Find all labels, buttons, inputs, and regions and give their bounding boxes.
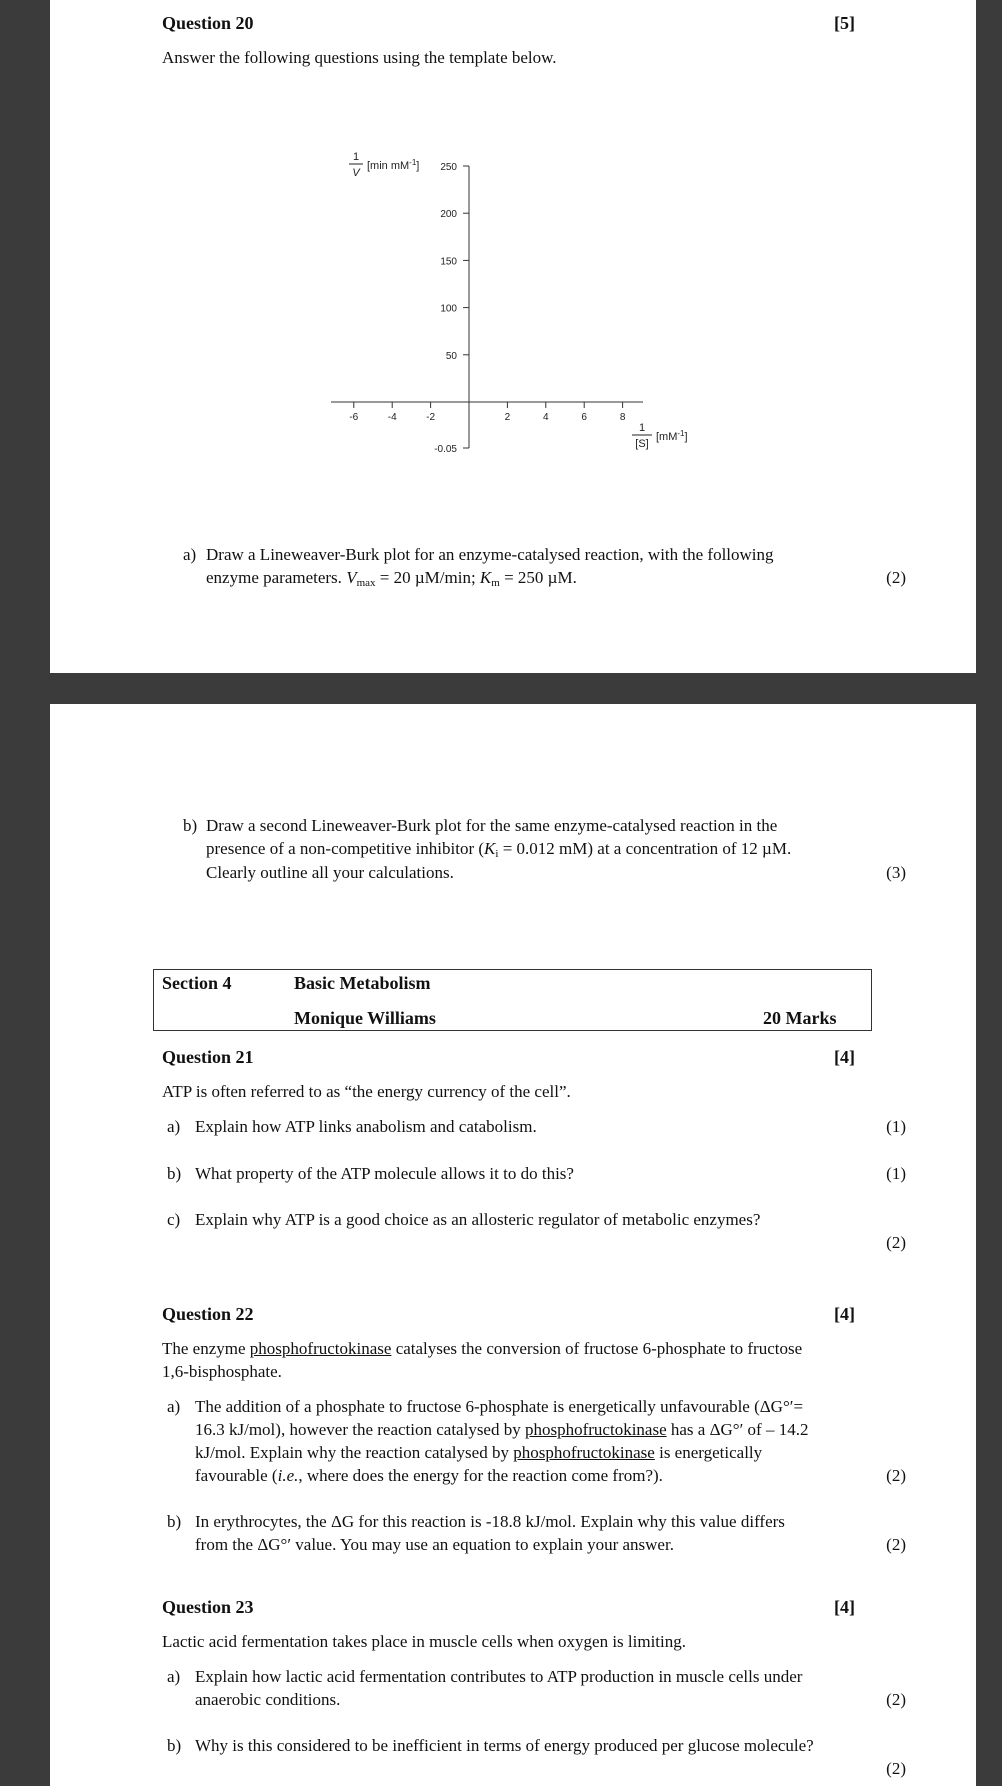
q23a-line2: anaerobic conditions. [195, 1690, 341, 1709]
q22a-line3-enzyme: phosphofructokinase [513, 1443, 655, 1462]
q22a-line3-pre: kJ/mol. Explain why the reaction catalysed by [195, 1443, 514, 1462]
y-label-unit: [min $mM^{-1}$] [367, 158, 420, 172]
x-tick-label: 4 [543, 412, 549, 423]
q20b-label: b) [183, 816, 198, 835]
y-label-numerator: 1 [352, 151, 360, 163]
q21a-label: a) [167, 1117, 181, 1136]
q22b-marks: (2) [886, 1535, 906, 1554]
x-label-denominator: [S] [635, 438, 649, 450]
y-tick-label: 100 [440, 303, 457, 315]
q20b-marks: (3) [886, 863, 906, 882]
q22b-line1: In erythrocytes, the ΔG for this reaction is -18.8 kJ/mol. Explain why this value differs [195, 1512, 785, 1531]
section-author: Monique Williams [294, 1008, 436, 1028]
q23-intro: Lactic acid fermentation takes place in muscle cells when oxygen is limiting. [162, 1632, 686, 1651]
vmax-symbol: V [346, 568, 357, 587]
section-title: Basic Metabolism [294, 973, 431, 993]
q20b-line3: Clearly outline all your calculations. [206, 863, 454, 882]
x-tick-label: -4 [387, 412, 397, 423]
x-tick-label: 6 [581, 412, 587, 423]
x-label-unit: $[mM^{-1}]$ [656, 429, 688, 443]
x-tick-label: 2 [504, 412, 511, 423]
q23a-marks: (2) [886, 1690, 906, 1709]
q20-title: Question 20 [162, 13, 254, 33]
vmax-value: = 20 µM/min; [375, 568, 480, 587]
q23b-text: Why is this considered to be inefficient in terms of energy produced per glucose molecule? [195, 1736, 814, 1755]
q22a-line1: The addition of a phosphate to fructose 6-phosphate is energetically unfavourable (ΔG°′= [195, 1397, 804, 1416]
q20a-label: a) [183, 545, 197, 564]
y-tick-label-bottom: -0.05 [434, 444, 457, 455]
q22a-line4-pre: favourable ( [195, 1466, 278, 1485]
q20b-line1: Draw a second Lineweaver-Burk plot for the same enzyme-catalysed reaction in the [206, 816, 778, 835]
q22-marks: [4] [834, 1304, 855, 1324]
exam-page-1 [50, 0, 976, 673]
q23a-line1: Explain how lactic acid fermentation contributes to ATP production in muscle cells under [195, 1667, 803, 1686]
km-symbol: K [479, 568, 492, 587]
q22a-line2-post: has a ΔG°′ of – 14.2 [666, 1420, 809, 1439]
q22a-line2-enzyme: phosphofructokinase [524, 1420, 667, 1439]
x-label-numerator: 1 [638, 422, 646, 434]
section-label: Section 4 [162, 973, 232, 993]
q21c-marks: (2) [886, 1233, 906, 1252]
km-value: = 250 µM. [499, 568, 577, 587]
q22b-line2: from the ΔG°′ value. You may use an equation to explain your answer. [195, 1535, 674, 1554]
q21c-text: Explain why ATP is a good choice as an allosteric regulator of metabolic enzymes? [195, 1210, 761, 1229]
section-marks: 20 Marks [763, 1008, 837, 1028]
q21-marks: [4] [834, 1047, 855, 1067]
q22-intro-post: catalyses the conversion of fructose 6-phosphate to fructose [391, 1339, 803, 1358]
q23b-label: b) [167, 1736, 182, 1755]
x-tick-label: -2 [426, 412, 436, 423]
q22a-line3-post: is energetically [654, 1443, 763, 1462]
q20b-line2 [206, 837, 791, 861]
exam-page-2 [50, 704, 976, 1786]
q22a-line3 [195, 1441, 762, 1465]
y-tick-label: 200 [440, 209, 457, 221]
q20b-line2-text: presence of a non-competitive inhibitor ( [206, 839, 485, 858]
q21-intro: ATP is often referred to as “the energy currency of the cell”. [162, 1082, 571, 1101]
q22a-line2 [195, 1418, 808, 1442]
q22b-label: b) [167, 1512, 182, 1531]
q22-intro-line1 [162, 1337, 802, 1361]
q21-title: Question 21 [162, 1047, 254, 1067]
q21a-marks: (1) [886, 1117, 906, 1136]
q20-marks: [5] [834, 13, 855, 33]
q22a-label: a) [167, 1397, 181, 1416]
q22a-line4-post: , where does the energy for the reaction come from?). [298, 1466, 663, 1485]
y-label-denominator: V [352, 167, 360, 179]
q22a-line2-pre: 16.3 kJ/mol), however the reaction catalysed by [195, 1420, 525, 1439]
q20a-line2 [206, 566, 577, 590]
q20a-marks: (2) [886, 568, 906, 587]
y-tick-label: 150 [440, 256, 457, 268]
q20-intro: Answer the following questions using the template below. [162, 48, 557, 67]
ki-symbol: K [484, 839, 496, 858]
y-tick-label: 50 [445, 350, 457, 362]
x-tick-label: 8 [619, 412, 626, 423]
km-subscript: m [491, 577, 500, 589]
q22-intro-line2: 1,6-bisphosphate. [162, 1362, 282, 1381]
lineweaver-burk-template-chart [50, 0, 976, 480]
q20a-line1: Draw a Lineweaver-Burk plot for an enzyme-catalysed reaction, with the following [206, 545, 774, 564]
q23-marks: [4] [834, 1597, 855, 1617]
q22a-line4 [195, 1464, 663, 1488]
q22a-line4-ie: i.e. [277, 1466, 299, 1485]
q23a-label: a) [167, 1667, 181, 1686]
q20b-line2-post: = 0.012 mM) at a concentration of 12 µM. [498, 839, 792, 858]
y-tick-label: 250 [440, 162, 457, 173]
q22a-marks: (2) [886, 1466, 906, 1485]
q21b-label: b) [167, 1164, 182, 1183]
q21b-text: What property of the ATP molecule allows it to do this? [195, 1164, 574, 1183]
q21a-text: Explain how ATP links anabolism and catabolism. [195, 1117, 537, 1136]
q22-title: Question 22 [162, 1304, 254, 1324]
q21b-marks: (1) [886, 1164, 906, 1183]
q21c-label: c) [167, 1210, 181, 1229]
q23-title: Question 23 [162, 1597, 254, 1617]
ki-subscript: i [495, 848, 499, 860]
q20a-line2-text: enzyme parameters. [206, 568, 347, 587]
q23b-marks: (2) [886, 1759, 906, 1778]
x-tick-label: -6 [349, 412, 359, 423]
vmax-subscript: max [356, 577, 376, 589]
q22-intro-enzyme: phosphofructokinase [249, 1339, 392, 1358]
q22-intro-pre: The enzyme [162, 1339, 250, 1358]
